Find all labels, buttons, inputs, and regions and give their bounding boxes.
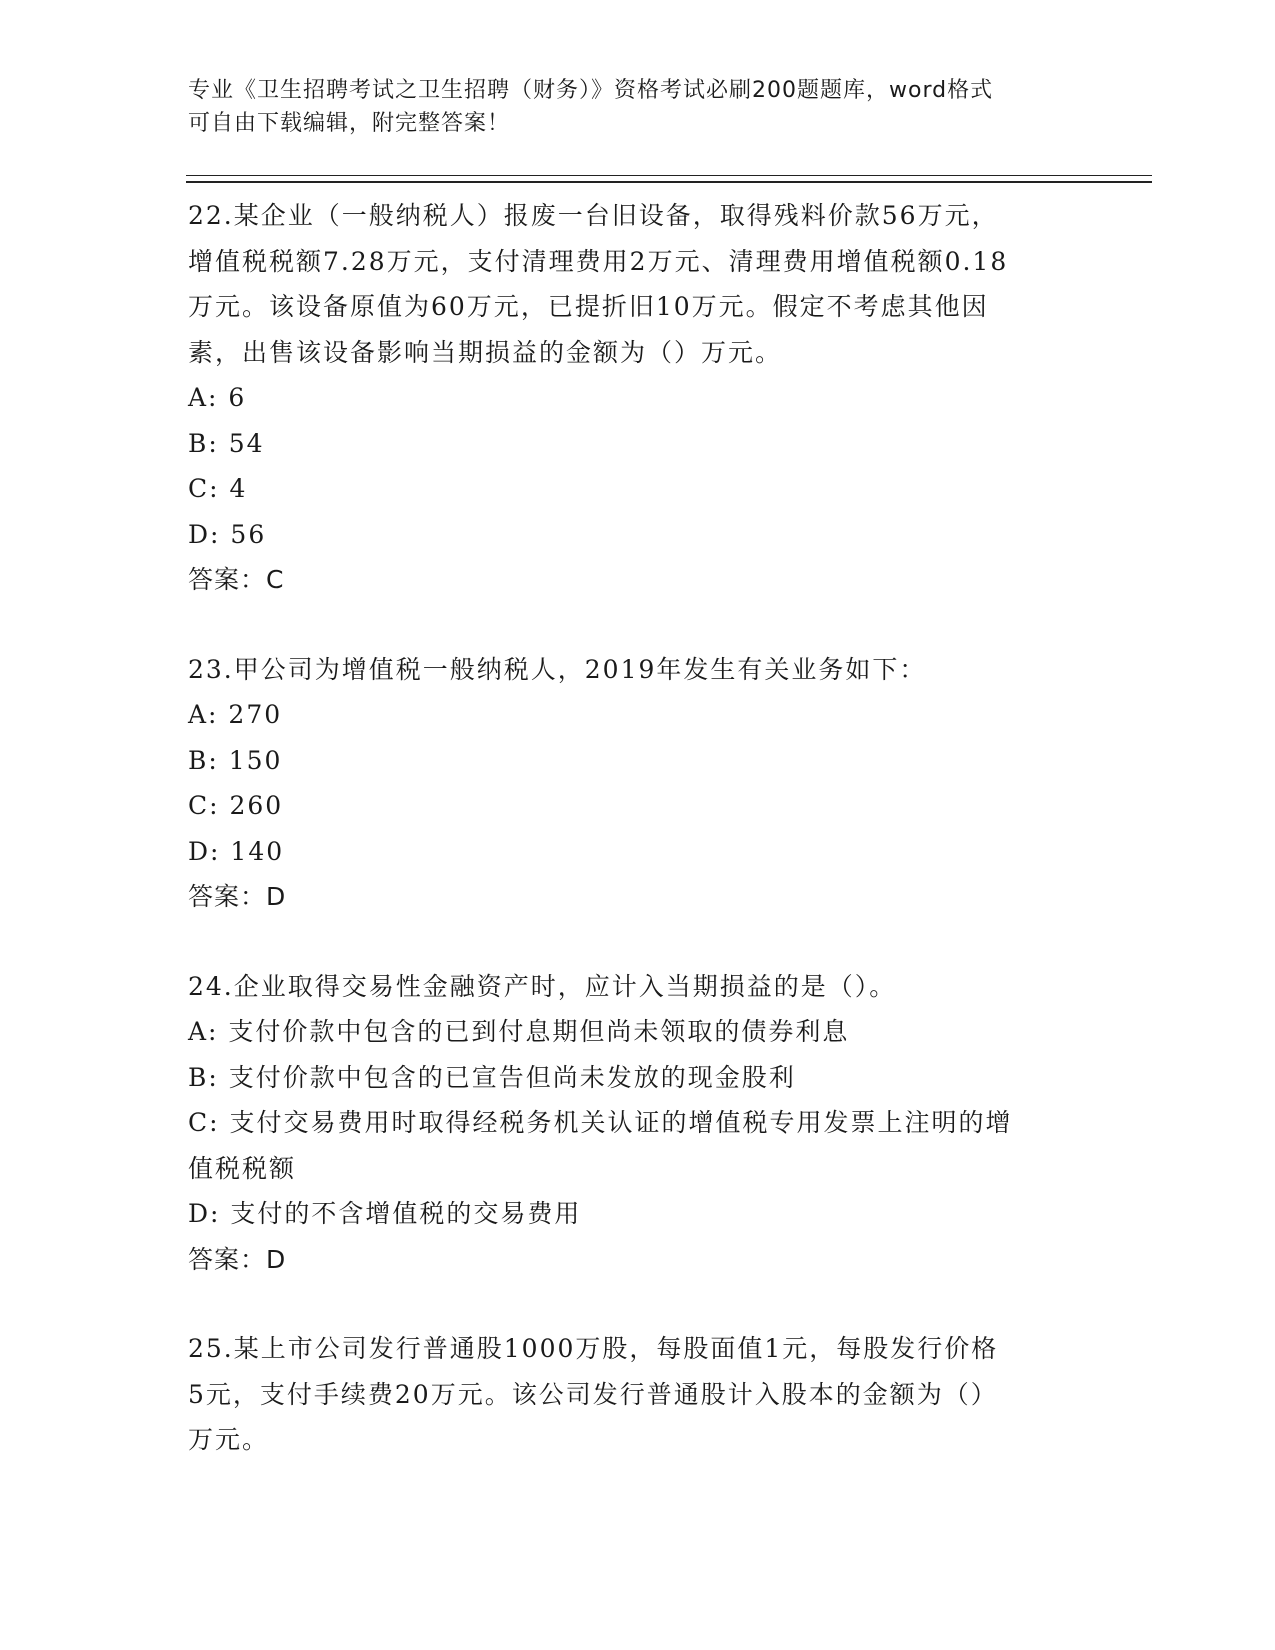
question-25 (188, 1326, 1088, 1463)
question-text-line: 素，出售该设备影响当期损益的金额为（）万元。 (188, 337, 783, 367)
option-d: D: 支付的不含增值税的交易费用 (188, 1199, 582, 1228)
header-divider-thick (186, 181, 1152, 183)
question-text-line: 5元，支付手续费20万元。该公司发行普通股计入股本的金额为（） (188, 1379, 998, 1409)
option-c: C: 4 (188, 474, 248, 503)
option-a: A: 支付价款中包含的已到付息期但尚未领取的债券利息 (188, 1017, 850, 1046)
header-line-2: 可自由下载编辑，附完整答案！ (188, 111, 511, 136)
answer-line: 答案：D (188, 1244, 287, 1274)
question-23 (188, 647, 1088, 920)
option-c: C: 260 (188, 791, 284, 820)
question-text-line: 25.某上市公司发行普通股1000万股，每股面值1元，每股发行价格 (188, 1334, 999, 1363)
question-text-line: 增值税税额7.28万元，支付清理费用2万元、清理费用增值税额0.18 (188, 246, 1009, 276)
option-d: D: 140 (188, 836, 285, 866)
question-24 (188, 964, 1088, 1283)
header-line-1: 专业《卫生招聘考试之卫生招聘（财务）》资格考试必刷200题题库，word格式 (188, 78, 994, 103)
question-text-line: 万元。 (188, 1425, 270, 1454)
option-b: B: 支付价款中包含的已宣告但尚未发放的现金股利 (188, 1062, 796, 1092)
option-b: B: 150 (188, 745, 283, 775)
header-divider-thin (186, 175, 1152, 176)
question-text-line: 24.企业取得交易性金融资产时，应计入当期损益的是（）。 (188, 971, 897, 1001)
option-d: D: 56 (188, 519, 267, 549)
option-a: A: 6 (188, 383, 247, 412)
answer-line: 答案：C (188, 565, 285, 594)
option-b: B: 54 (188, 428, 265, 458)
option-a: A: 270 (188, 700, 283, 729)
question-text-line: 万元。该设备原值为60万元，已提折旧10万元。假定不考虑其他因 (188, 292, 989, 321)
question-text-line: 22.某企业（一般纳税人）报废一台旧设备，取得残料价款56万元， (188, 201, 999, 230)
answer-line: 答案：D (188, 882, 287, 911)
option-c: C: 支付交易费用时取得经税务机关认证的增值税专用发票上注明的增 (188, 1108, 1013, 1137)
option-c-continued: 值税税额 (188, 1153, 297, 1183)
document-header (188, 74, 1068, 140)
question-list (188, 193, 1088, 1507)
question-text-line: 23.甲公司为增值税一般纳税人，2019年发生有关业务如下： (188, 654, 927, 684)
question-22 (188, 193, 1088, 603)
